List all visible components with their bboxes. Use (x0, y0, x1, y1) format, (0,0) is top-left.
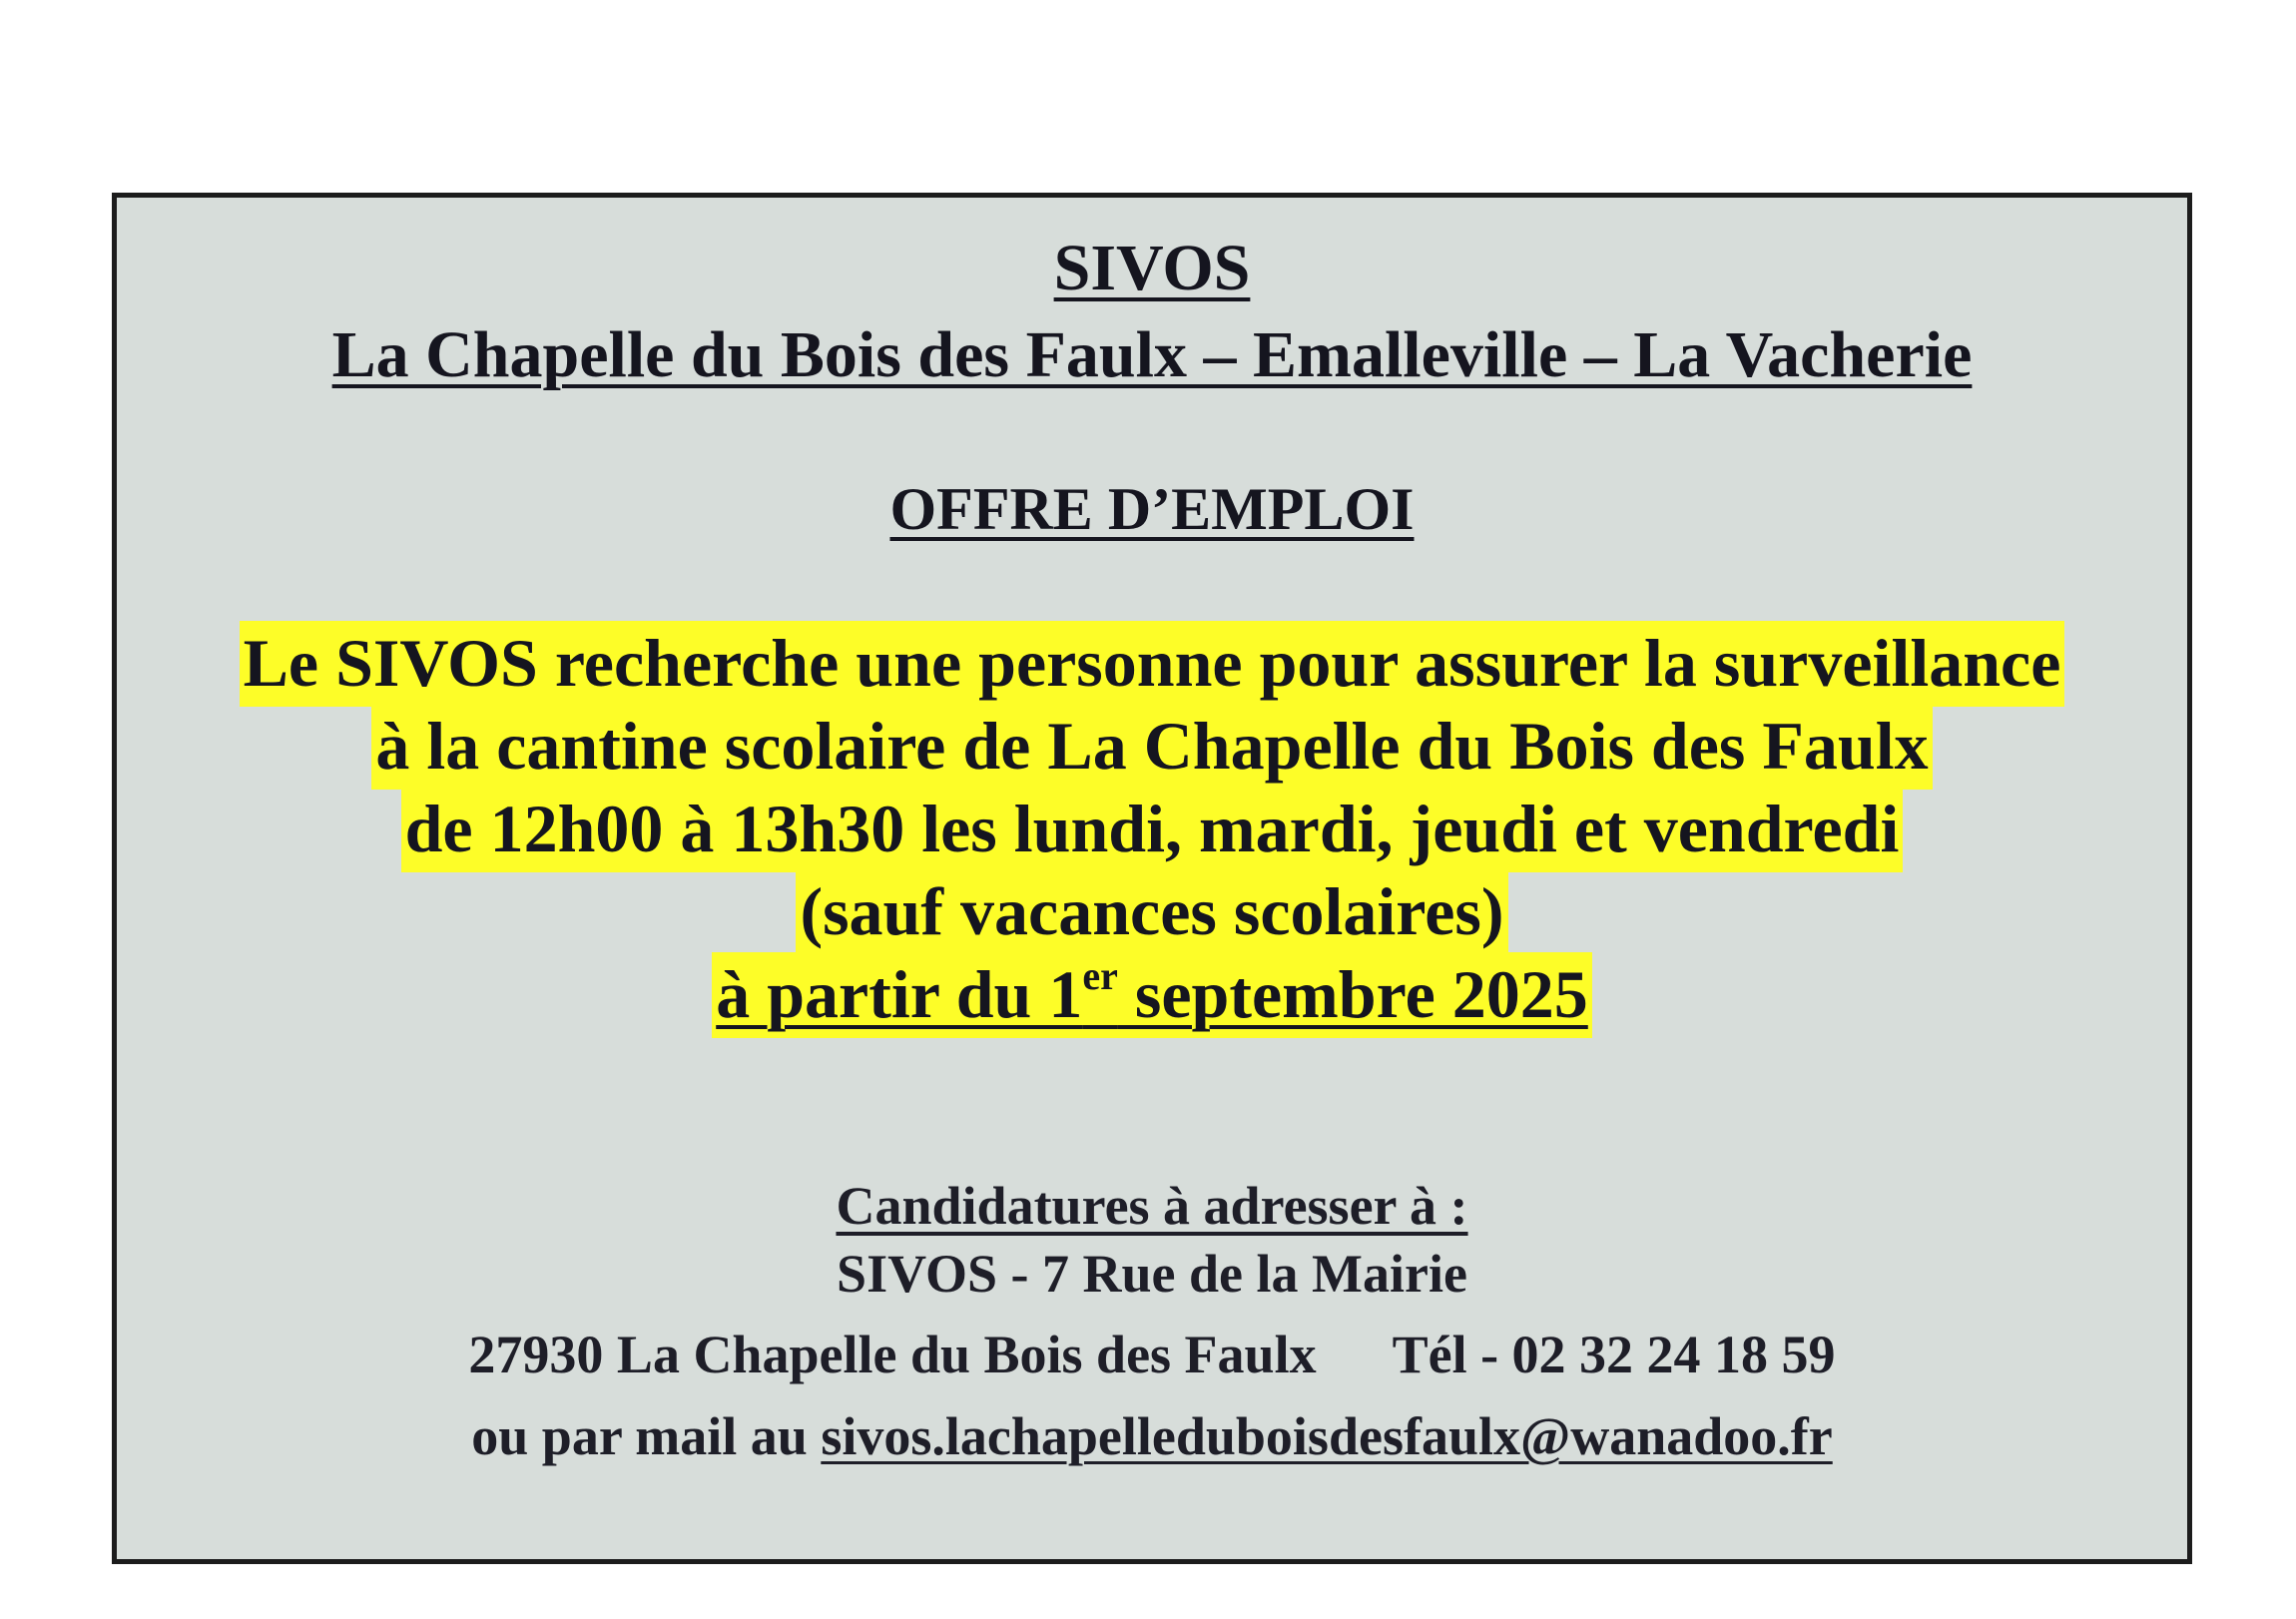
contact-email-line (117, 1406, 2187, 1466)
contact-heading (117, 1176, 2187, 1236)
announcement-line-3 (117, 791, 2187, 866)
announcement-line-4 (117, 873, 2187, 949)
city-text: 27930 La Chapelle du Bois des Faulx (468, 1325, 1317, 1384)
contact-address (117, 1244, 2187, 1304)
highlighted-text: à la cantine scolaire de La Chapelle du Bois des Faulx (371, 704, 1932, 790)
highlighted-text: de 12h00 à 13h30 les lundi, mardi, jeudi et vendredi (401, 787, 1904, 872)
announcement-line-1 (117, 625, 2187, 701)
offer-title: OFFRE D’EMPLOI (889, 476, 1415, 542)
contact-heading-text: Candidatures à adresser à : (836, 1176, 1468, 1236)
highlighted-text: Le SIVOS recherche une personne pour assurer la surveillance (240, 621, 2065, 707)
start-date-prefix: à partir du 1 (716, 956, 1083, 1032)
highlighted-text: (sauf vacances scolaires) (796, 869, 1507, 955)
communes-list: La Chapelle du Bois des Faulx – Emalleville – La Vacherie (331, 318, 1973, 391)
mail-prefix: ou par mail au (471, 1406, 822, 1466)
notice-frame (112, 193, 2192, 1564)
address-text: SIVOS - 7 Rue de la Mairie (837, 1244, 1467, 1304)
offer-heading (117, 476, 2187, 542)
ordinal-suffix: er (1082, 953, 1118, 998)
organisation-name: SIVOS (1053, 232, 1251, 304)
contact-city-phone (117, 1325, 2187, 1384)
highlighted-date (712, 952, 1592, 1038)
start-date-suffix: septembre 2025 (1117, 956, 1588, 1032)
announcement-line-2 (117, 708, 2187, 784)
organisation-title (117, 232, 2187, 304)
communes-title (117, 318, 2187, 391)
announcement-start-date (117, 953, 2187, 1032)
phone-number: Tél - 02 32 24 18 59 (1392, 1325, 1836, 1384)
email-link[interactable]: sivos.lachapelleduboisdesfaulx@wanadoo.fr (821, 1406, 1833, 1466)
